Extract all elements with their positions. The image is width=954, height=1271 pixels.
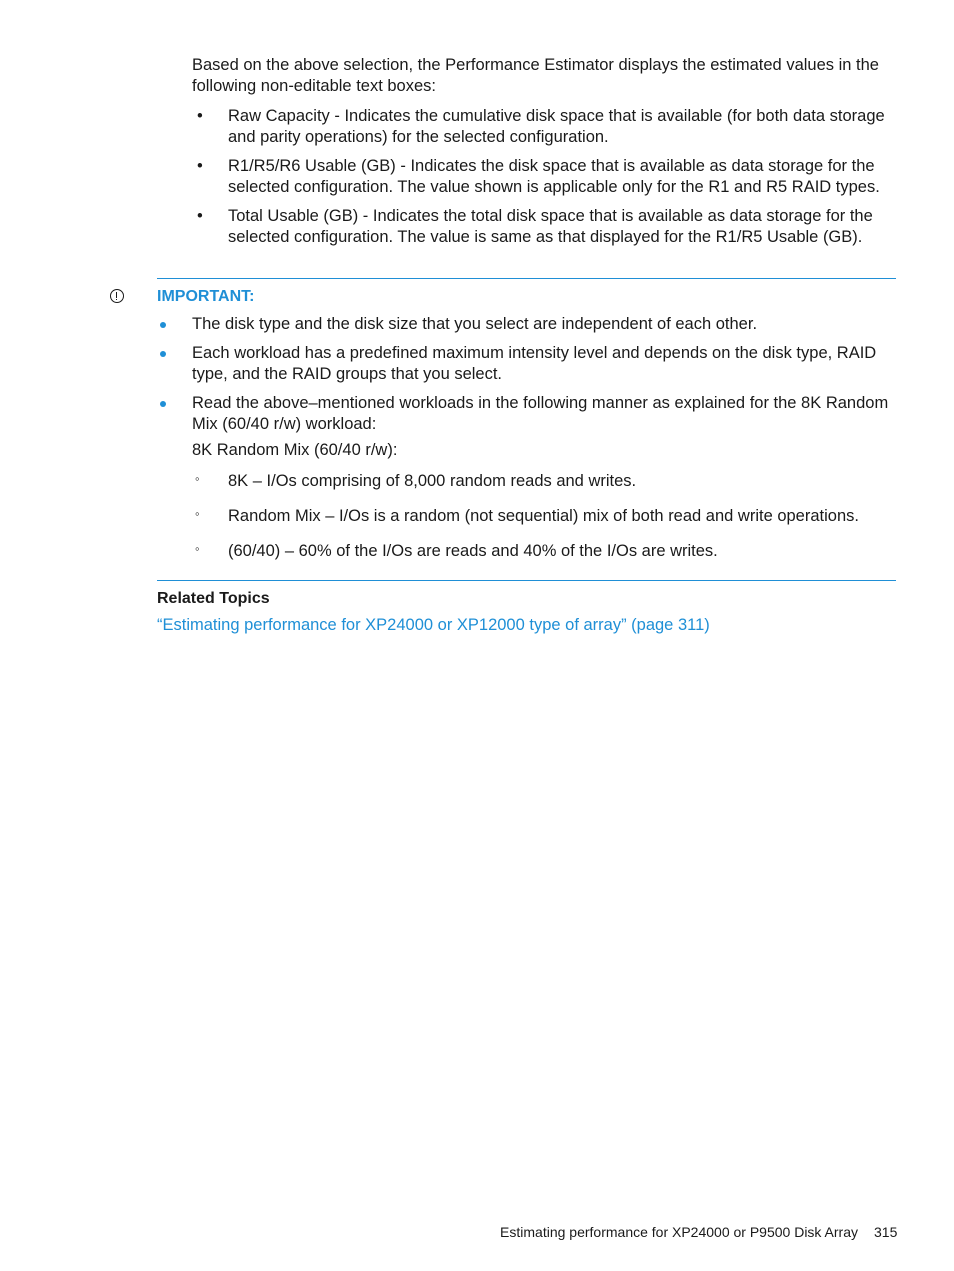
textbox-description-list <box>192 106 902 256</box>
list-item-text: Total Usable (GB) - Indicates the total disk space that is available as data storage for the selected configuration. The value is same as that displayed for the R1/R5 Usable (GB). <box>228 207 873 246</box>
list-item <box>157 343 899 385</box>
sub-list-item-text: (60/40) – 60% of the I/Os are reads and 40% of the I/Os are writes. <box>228 542 718 560</box>
list-item <box>192 206 902 248</box>
list-item <box>157 314 899 335</box>
page-number: 315 <box>874 1224 898 1240</box>
important-bottom-divider <box>157 580 896 581</box>
list-item-text: Raw Capacity - Indicates the cumulative disk space that is available (for both data storage and parity operations) for the selected configuration. <box>228 107 885 146</box>
sub-list-item-text: 8K – I/Os comprising of 8,000 random reads and writes. <box>228 472 637 490</box>
sub-list-item-text: Random Mix – I/Os is a random (not sequential) mix of both read and write operations. <box>228 507 859 525</box>
bullet-icon: • <box>197 157 203 175</box>
important-top-divider <box>157 278 896 279</box>
related-topics-heading: Related Topics <box>157 590 270 607</box>
sub-list-item <box>192 471 899 492</box>
list-item-text: R1/R5/R6 Usable (GB) - Indicates the disk space that is available as data storage for the selected configuration. The value shown is applicable only for the R1 and R5 RAID types. <box>228 157 880 196</box>
circle-bullet-icon: ◦ <box>195 541 200 556</box>
intro-paragraph: Based on the above selection, the Performance Estimator displays the estimated values in the following non-editable text boxes: <box>192 56 879 95</box>
bullet-icon: • <box>197 207 203 225</box>
important-list <box>157 314 899 576</box>
sub-list-item <box>192 506 899 527</box>
bullet-icon: • <box>197 107 203 125</box>
workload-explanation-list <box>192 471 899 562</box>
list-item <box>192 156 902 198</box>
list-item-text: Each workload has a predefined maximum intensity level and depends on the disk type, RAID type, and the RAID groups that you select. <box>192 344 877 383</box>
workload-name: 8K Random Mix (60/40 r/w): <box>192 441 398 459</box>
bullet-icon <box>160 351 166 357</box>
list-item <box>192 106 902 148</box>
bullet-icon <box>160 401 166 407</box>
circle-bullet-icon: ◦ <box>195 471 200 486</box>
bullet-icon <box>160 322 166 328</box>
list-item-text: The disk type and the disk size that you select are independent of each other. <box>192 315 758 333</box>
circle-bullet-icon: ◦ <box>195 506 200 521</box>
list-item <box>157 393 899 562</box>
list-item-text: Read the above–mentioned workloads in the following manner as explained for the 8K Random Mix (60/40 r/w) workload: <box>192 394 889 433</box>
footer-chapter-title: Estimating performance for XP24000 or P9500 Disk Array <box>500 1224 858 1240</box>
important-icon <box>110 289 124 303</box>
sub-list-item <box>192 541 899 562</box>
important-label: IMPORTANT: <box>157 288 255 305</box>
related-topic-link[interactable]: “Estimating performance for XP24000 or XP12000 type of array” (page 311) <box>157 616 710 634</box>
